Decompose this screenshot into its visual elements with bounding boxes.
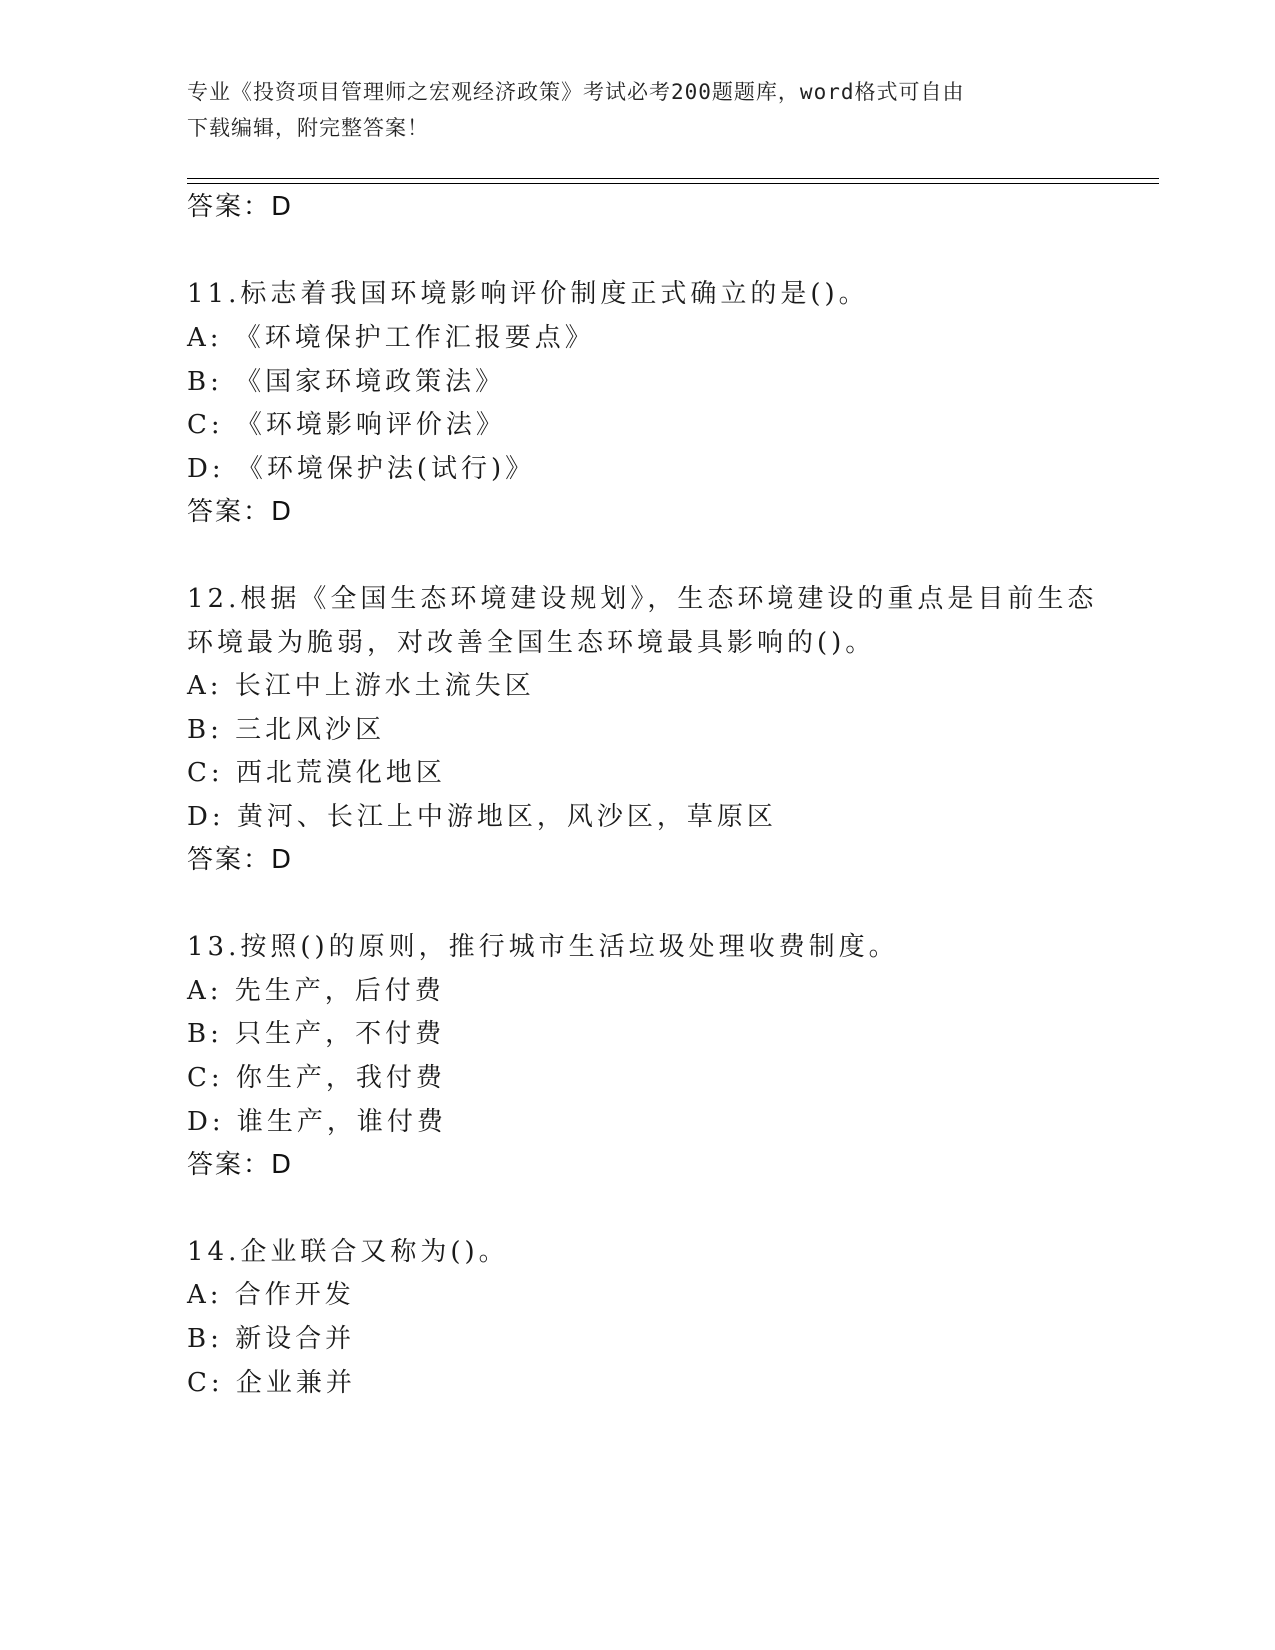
question-stem: 13.按照()的原则，推行城市生活垃圾处理收费制度。 — [187, 932, 899, 962]
option-a: A: 《环境保护工作汇报要点》 — [187, 323, 595, 353]
option-d: D: 黄河、长江上中游地区，风沙区，草原区 — [187, 802, 777, 832]
option-d: D: 谁生产，谁付费 — [187, 1107, 447, 1137]
question-stem-continued: 环境最为脆弱，对改善全国生态环境最具影响的()。 — [187, 628, 876, 658]
answer-line: 答案：D — [187, 192, 294, 222]
header-line-2: 下载编辑，附完整答案！ — [187, 116, 429, 140]
option-b: B: 《国家环境政策法》 — [187, 367, 506, 397]
header-divider-bottom — [187, 183, 1159, 184]
answer-line: 答案：D — [187, 845, 294, 875]
option-b: B: 只生产，不付费 — [187, 1019, 446, 1049]
option-c: C: 西北荒漠化地区 — [187, 758, 446, 788]
option-c: C: 《环境影响评价法》 — [187, 410, 506, 440]
option-b: B: 新设合并 — [187, 1324, 356, 1354]
option-a: A: 合作开发 — [187, 1280, 355, 1310]
header-line-1: 专业《投资项目管理师之宏观经济政策》考试必考200题题库，word格式可自由 — [187, 80, 965, 104]
option-b: B: 三北风沙区 — [187, 715, 386, 745]
answer-line: 答案：D — [187, 497, 294, 527]
option-c: C: 你生产，我付费 — [187, 1063, 446, 1093]
answer-line: 答案：D — [187, 1150, 294, 1180]
page-header — [187, 74, 1067, 146]
option-a: A: 先生产，后付费 — [187, 976, 445, 1006]
question-stem: 14.企业联合又称为()。 — [187, 1237, 509, 1267]
option-c: C: 企业兼并 — [187, 1368, 356, 1398]
header-divider-top — [187, 178, 1159, 179]
question-stem: 11.标志着我国环境影响评价制度正式确立的是()。 — [187, 279, 869, 309]
option-d: D: 《环境保护法(试行)》 — [187, 454, 536, 484]
question-stem: 12.根据《全国生态环境建设规划》，生态环境建设的重点是目前生态 — [187, 584, 1098, 614]
option-a: A: 长江中上游水土流失区 — [187, 671, 535, 701]
